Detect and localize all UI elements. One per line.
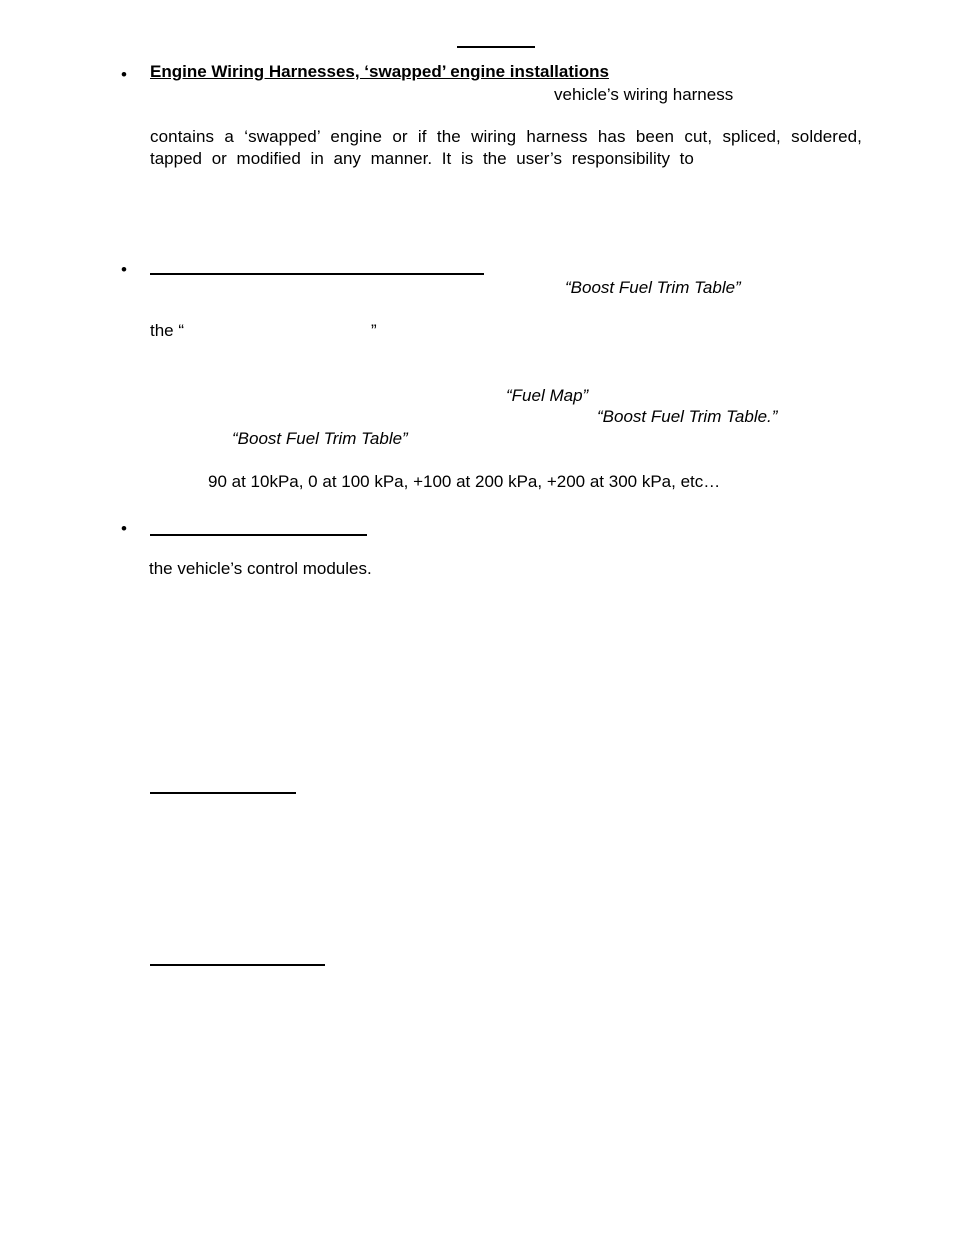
section-heading-rule [150,534,367,536]
fuel-map-ref: “Fuel Map” [506,386,589,405]
boost-fuel-trim-table-ref: “Boost Fuel Trim Table” [232,429,408,448]
header-rule [457,46,535,48]
section-heading-rule [150,964,325,966]
section-heading-rule [150,792,296,794]
quote-close-text: ” [371,321,377,340]
paragraph-line: contains a ‘swapped’ engine or if the wiring harness has been cut, spliced, soldered, [150,127,862,146]
bullet-1: • [121,65,127,84]
example-values: 90 at 10kPa, 0 at 100 kPa, +100 at 200 kPa, +200 at 300 kPa, etc… [208,472,721,491]
boost-fuel-trim-table-ref: “Boost Fuel Trim Table” [565,278,741,297]
paragraph-line: tapped or modified in any manner. It is the user’s responsibility to [150,149,694,168]
bullet-3: • [121,519,127,538]
control-modules-text: the vehicle’s control modules. [149,559,372,578]
quote-open-text: the “ [150,321,185,340]
section-heading-rule [150,273,484,275]
bullet-2: • [121,260,127,279]
section-heading-wiring: Engine Wiring Harnesses, ‘swapped’ engine installations [150,62,609,81]
wiring-harness-fragment: vehicle’s wiring harness [554,85,734,104]
boost-fuel-trim-table-ref: “Boost Fuel Trim Table.” [597,407,778,426]
